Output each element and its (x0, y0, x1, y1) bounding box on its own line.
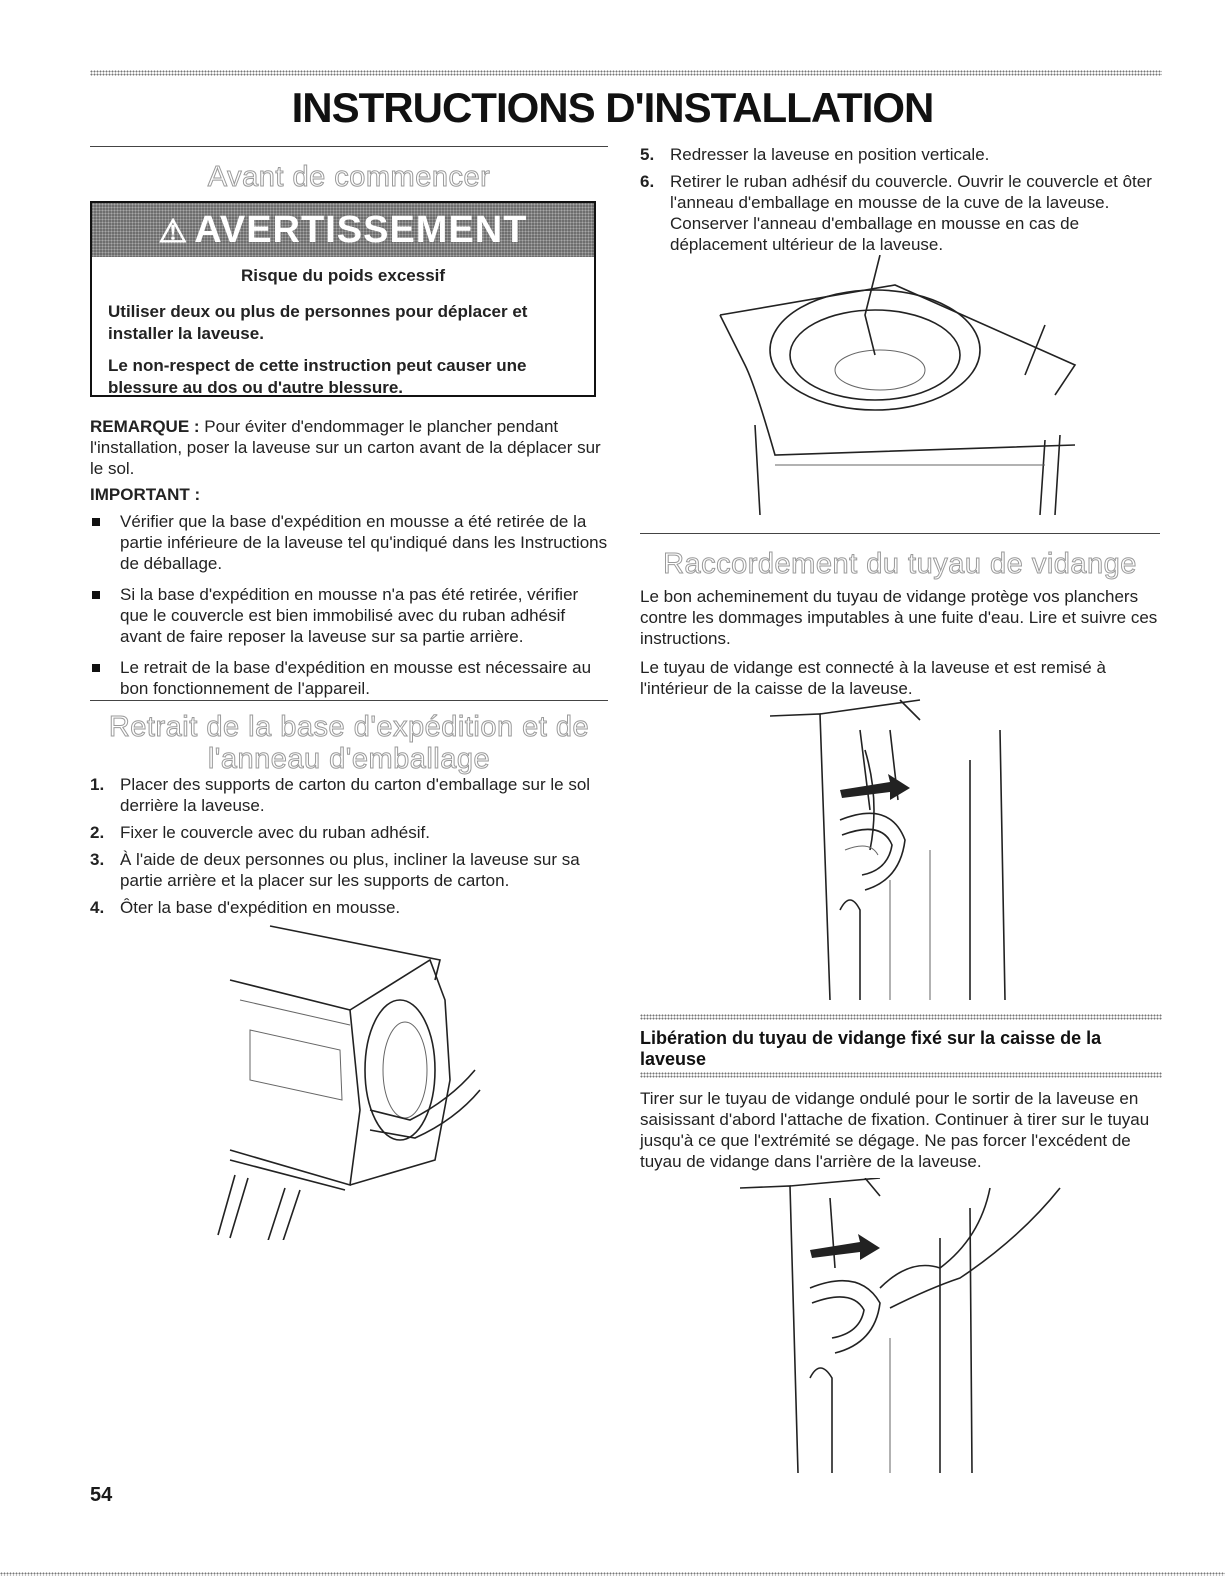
step-item (640, 171, 1160, 255)
remarque-label: REMARQUE : (90, 417, 200, 436)
important-section (90, 484, 610, 709)
step-item (90, 897, 610, 918)
drain-hose-illustration-2 (740, 1178, 1070, 1473)
step-item (90, 822, 610, 843)
section-rule (640, 533, 1160, 534)
drain-paragraph-1: Le bon acheminement du tuyau de vidange protège vos planchers contre les dommages imputables à une fuite d'eau. Lire et suivre ces instructions. (640, 587, 1158, 648)
warning-label: AVERTISSEMENT (194, 209, 528, 251)
step-text: Redresser la laveuse en position verticale. (670, 145, 990, 164)
removal-steps-continued (640, 144, 1160, 261)
page-title: INSTRUCTIONS D'INSTALLATION (291, 84, 934, 131)
important-label: IMPORTANT : (90, 485, 201, 504)
section-rule (90, 146, 608, 147)
drain-paragraph-3 (640, 1088, 1160, 1172)
important-bullet: Si la base d'expédition en mousse n'a pas été retirée, vérifier que le couvercle est bien immobilisé avec du ruban adhésif avant de faire reposer la laveuse sur sa partie arrière. (90, 584, 610, 647)
tilted-washer-illustration (210, 920, 500, 1240)
warning-body (92, 257, 594, 417)
step-item (90, 849, 610, 891)
removal-steps (90, 774, 610, 924)
step-text: Ôter la base d'expédition en mousse. (120, 898, 401, 917)
drain-paragraph-3-text: Tirer sur le tuyau de vidange ondulé pour le sortir de la laveuse en saisissant d'abord l'attache de fixation. Continuer à tirer sur le tuyau jusqu'à ce que l'extrémité se dégage. Ne pas forcer l'excédent de tuyau de vidange dans l'arrière de la laveuse. (640, 1089, 1150, 1171)
washer-tub-illustration (715, 255, 1085, 525)
step-item (640, 144, 1160, 165)
warning-triangle-icon: ⚠ (158, 213, 189, 249)
sub-heading-bottom-divider (640, 1072, 1162, 1078)
remarque-text: Pour éviter d'endommager le plancher pendant l'installation, poser la laveuse sur un carton avant de la déplacer sur le sol. (90, 417, 601, 478)
step-number: 2. (90, 823, 105, 842)
drain-hose-illustration-1 (770, 690, 1030, 1000)
step-text: À l'aide de deux personnes ou plus, incliner la laveuse sur sa partie arrière et la placer sur les supports de carton. (120, 850, 580, 890)
step-text: Retirer le ruban adhésif du couvercle. Ouvrir le couvercle et ôter l'anneau d'emballage en mousse de la cuve de la laveuse. Conserver l'anneau d'emballage en mousse en cas de déplacement ultérieur de la laveuse. (670, 172, 1152, 254)
warning-line-2: Le non-respect de cette instruction peut causer une blessure au dos ou d'autre blessure. (108, 356, 527, 397)
warning-line-1: Utiliser deux ou plus de personnes pour déplacer et installer la laveuse. (108, 302, 528, 343)
step-text: Fixer le couvercle avec du ruban adhésif. (120, 823, 430, 842)
step-number: 6. (640, 172, 655, 191)
important-bullet: Le retrait de la base d'expédition en mousse est nécessaire au bon fonctionnement de l'appareil. (90, 657, 610, 699)
section-rule (90, 700, 608, 701)
important-bullet: Vérifier que la base d'expédition en mousse a été retirée de la partie inférieure de la laveuse tel qu'indiqué dans les Instructions de déballage. (90, 511, 610, 574)
section-heading-before-start: Avant de commencer (207, 161, 491, 193)
section-heading-drain: Raccordement du tuyau de vidange (663, 548, 1137, 580)
sub-heading-top-divider (640, 1014, 1162, 1020)
step-number: 4. (90, 898, 105, 917)
section-heading-removal-2: l'anneau d'emballage (207, 743, 491, 775)
warning-header (92, 203, 594, 257)
drain-paragraphs (640, 586, 1160, 699)
step-number: 5. (640, 145, 655, 164)
drain-paragraph-2: Le tuyau de vidange est connecté à la laveuse et est remisé à l'intérieur de la caisse de la laveuse. (640, 658, 1106, 698)
step-text: Placer des supports de carton du carton d'emballage sur le sol derrière la laveuse. (120, 775, 591, 815)
step-item (90, 774, 610, 816)
page-number: 54 (90, 1484, 113, 1506)
step-number: 1. (90, 775, 105, 794)
top-divider (90, 70, 1162, 76)
warning-box (90, 201, 596, 397)
warning-hazard: Risque du poids excessif (240, 266, 446, 285)
bottom-divider (0, 1572, 1225, 1576)
section-heading-removal-1: Retrait de la base d'expédition et de (108, 711, 590, 743)
step-number: 3. (90, 850, 105, 869)
remarque-paragraph (90, 416, 610, 479)
sub-heading-drain-release: Libération du tuyau de vidange fixé sur la caisse de la laveuse (640, 1028, 1102, 1069)
